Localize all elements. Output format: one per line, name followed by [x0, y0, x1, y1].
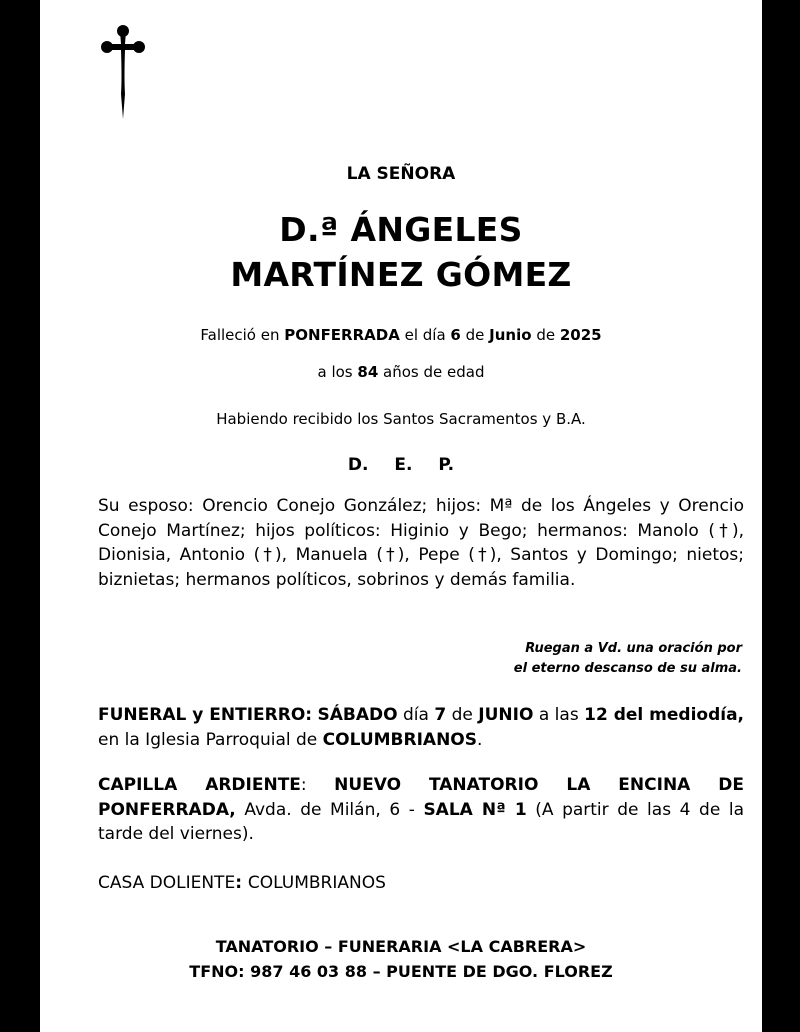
prayer-line-2: el eterno descanso de su alma.	[513, 661, 742, 676]
funeral-church: COLUMBRIANOS	[322, 729, 477, 750]
casa-label: CASA DOLIENTE	[98, 873, 236, 893]
title-heading: LA SEÑORA	[346, 164, 456, 184]
age-value: 84	[357, 363, 379, 381]
funeral-label: FUNERAL y ENTIERRO:	[98, 705, 313, 725]
funeral-weekday: SÁBADO	[317, 705, 398, 725]
capilla-venue: NUEVO TANATORIO LA ENCINA DE PONFERRADA,	[98, 775, 744, 820]
footer-line-1: TANATORIO – FUNERARIA <LA CABRERA>	[215, 937, 587, 956]
obituary-card	[40, 0, 762, 1032]
funeral-day: 7	[434, 705, 447, 725]
funeral-month: JUNIO	[478, 705, 534, 725]
prayer-line-1: Ruegan a Vd. una oración por	[525, 641, 742, 656]
casa-doliente-line: CASA DOLIENTE: COLUMBRIANOS	[98, 873, 386, 893]
capilla-room: SALA Nª 1	[423, 799, 527, 820]
family-paragraph: Su esposo: Orencio Conejo González; hijos: Mª de los Ángeles y Orencio Conejo Martínez; hijos políticos: Higinio y Bego; hermanos: Manolo (†), Dionisia, Antonio (†), Manuela (†), Pepe (†), Santos y Domingo; nietos; biznietas; hermanos políticos, sobrinos y demás familia.	[98, 496, 744, 590]
name-line-2: MARTÍNEZ GÓMEZ	[230, 255, 572, 294]
dep-line: D. E. P.	[347, 455, 455, 475]
name-line-1: D.ª ÁNGELES	[279, 210, 523, 249]
capilla-label: CAPILLA ARDIENTE	[98, 775, 301, 795]
prayer-request	[514, 639, 742, 679]
casa-place: COLUMBRIANOS	[247, 873, 386, 893]
funeral-home-footer	[40, 934, 762, 984]
deceased-name	[40, 207, 762, 297]
capilla-paragraph: CAPILLA ARDIENTE: NUEVO TANATORIO LA ENCINA DE PONFERRADA, Avda. de Milán, 6 - SALA Nª 1 (A partir de las 4 de la tarde del viernes).	[98, 775, 744, 844]
death-line: Falleció en PONFERRADA el día 6 de Junio de 2025	[200, 326, 602, 344]
funeral-paragraph: FUNERAL y ENTIERRO: SÁBADO día 7 de JUNIO a las 12 del mediodía, en la Iglesia Parroquial de COLUMBRIANOS.	[98, 705, 744, 750]
death-place: PONFERRADA	[284, 326, 400, 344]
death-year: 2025	[559, 326, 602, 344]
cross-icon	[100, 24, 146, 120]
funeral-time: 12 del mediodía,	[584, 705, 744, 725]
death-month: Junio	[489, 326, 532, 344]
age-line: a los 84 años de edad	[317, 363, 485, 381]
death-day: 6	[450, 326, 461, 344]
sacraments-line: Habiendo recibido los Santos Sacramentos y B.A.	[216, 410, 586, 428]
footer-line-2: TFNO: 987 46 03 88 – PUENTE DE DGO. FLOREZ	[189, 962, 613, 981]
